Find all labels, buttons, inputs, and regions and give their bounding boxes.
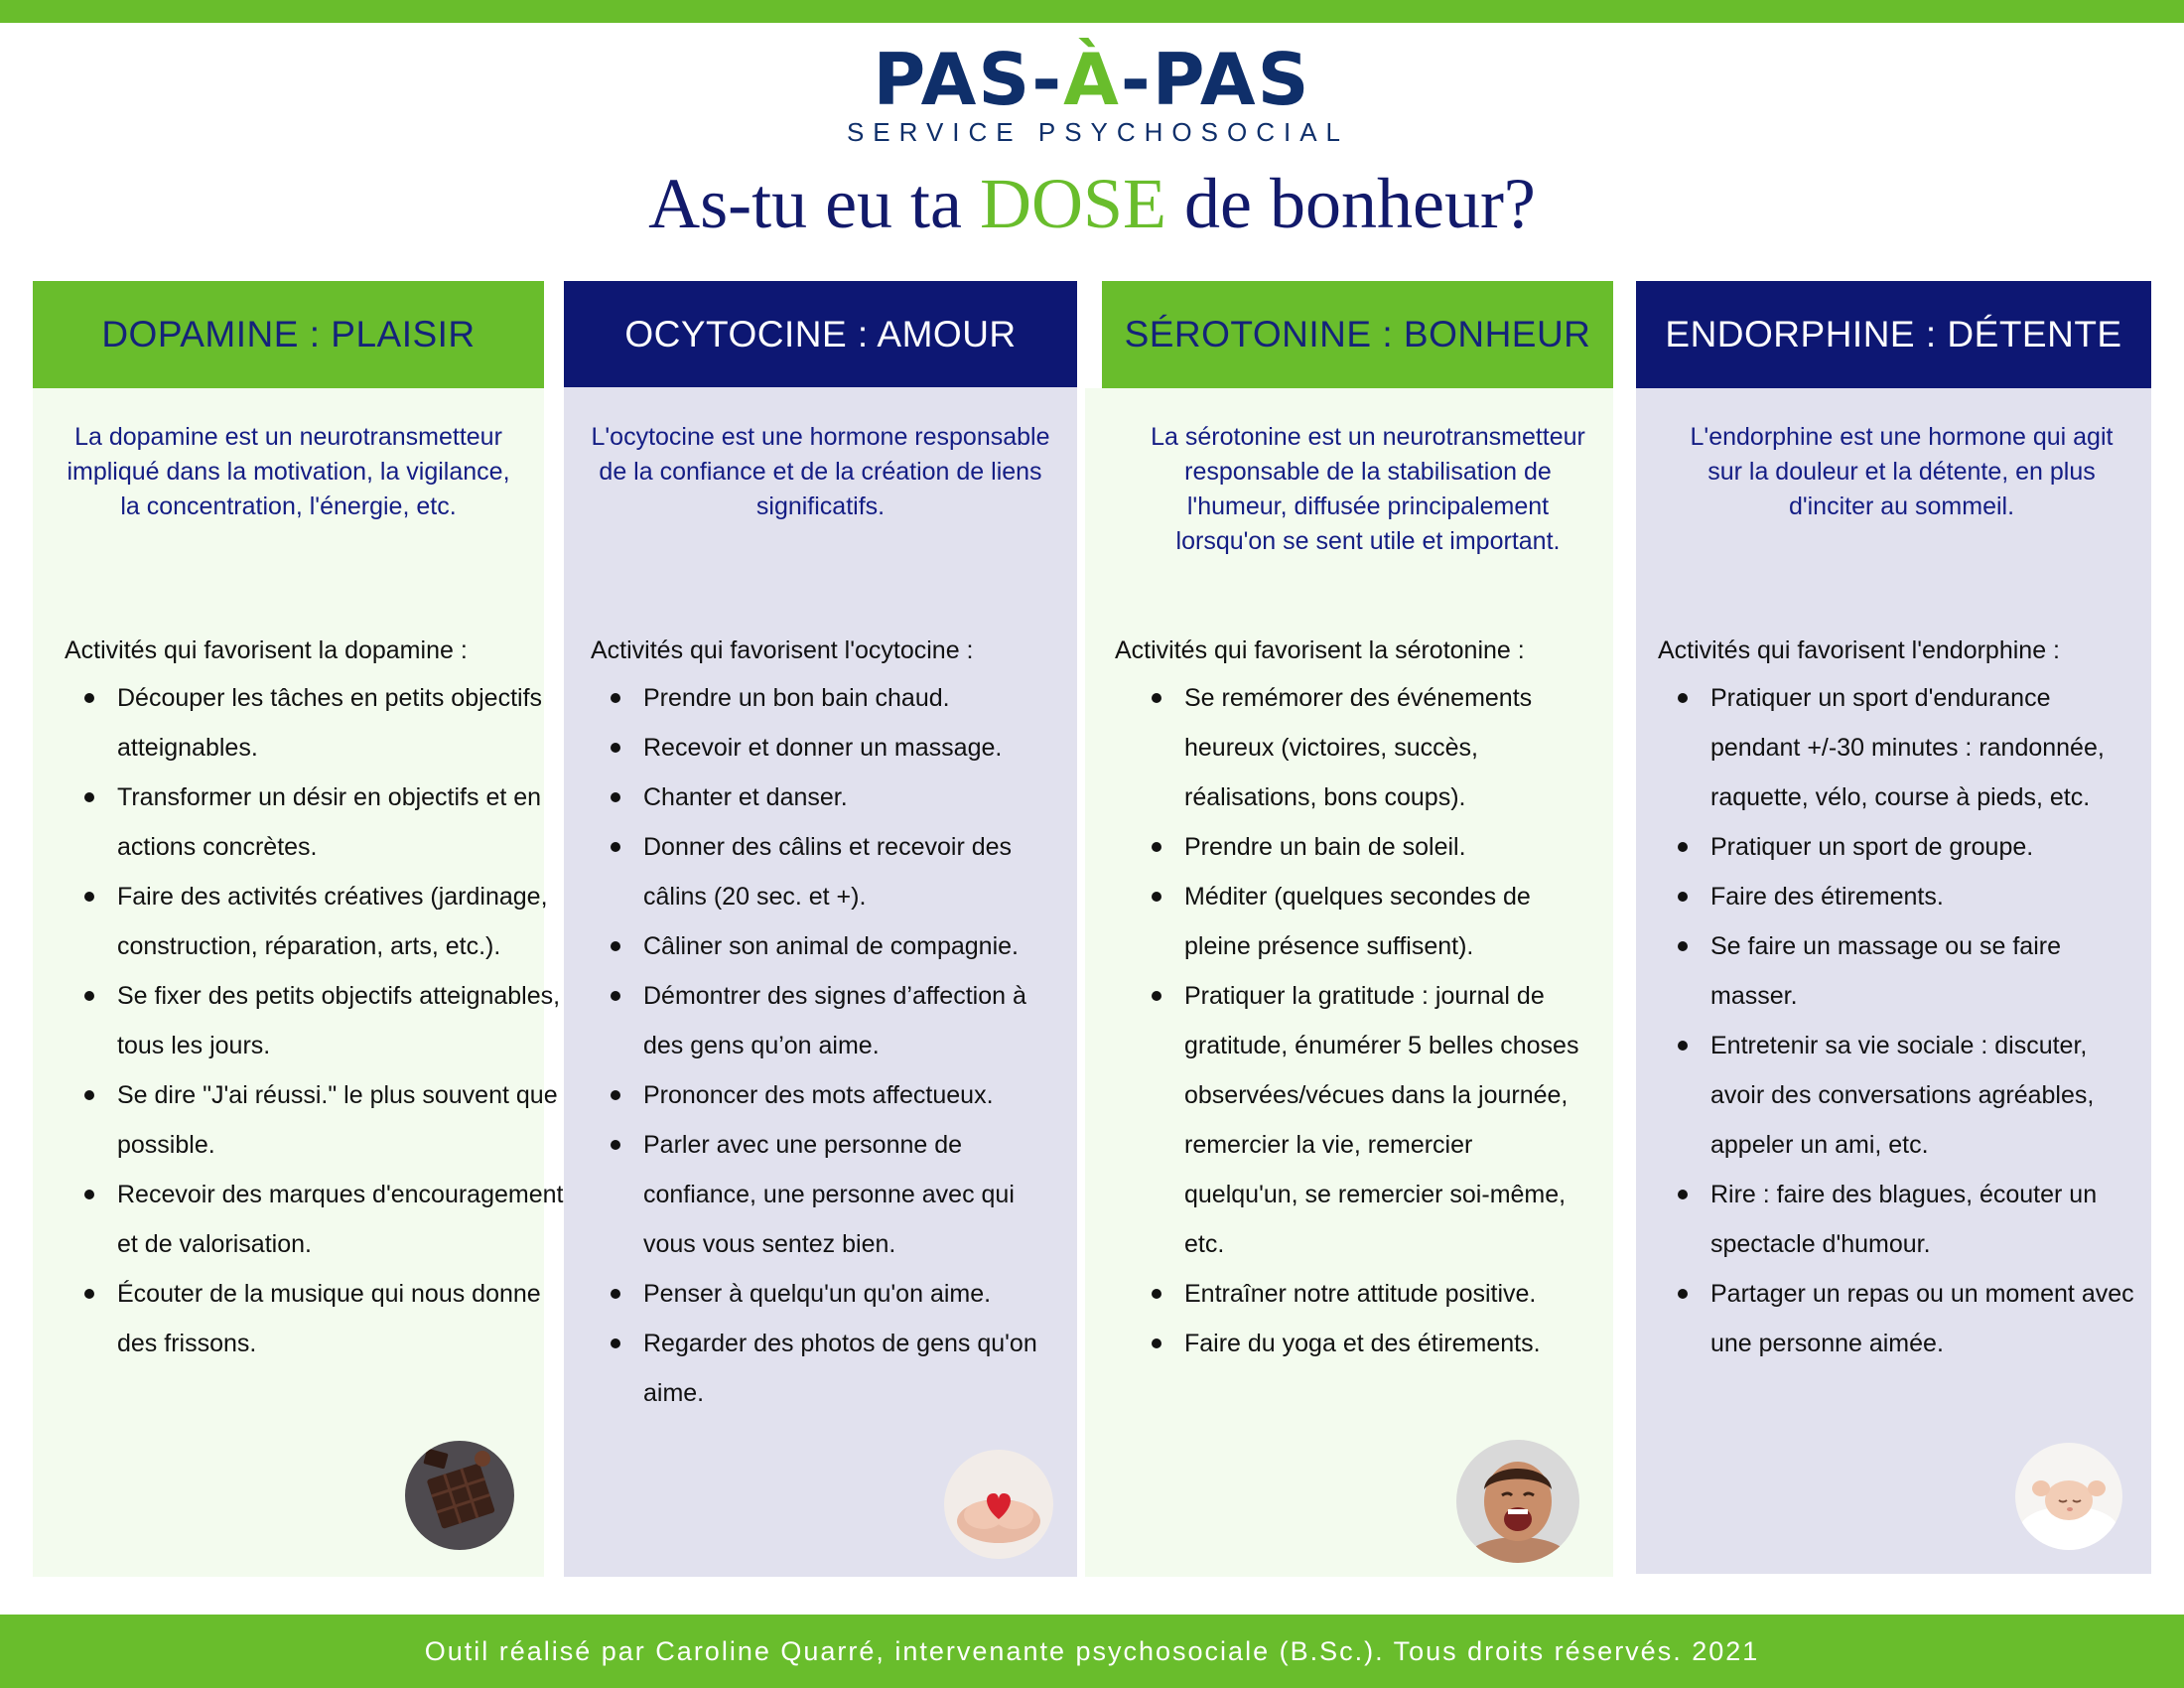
list-item: Regarder des photos de gens qu'on aime. — [591, 1319, 1057, 1418]
list-item: Penser à quelqu'un qu'on aime. — [591, 1269, 1057, 1319]
list-item: Se dire "J'ai réussi." le plus souvent que possible. — [65, 1070, 581, 1170]
list-item: Prendre un bon bain chaud. — [591, 673, 1057, 723]
column-header — [1636, 281, 2151, 388]
list-item: Prononcer des mots affectueux. — [591, 1070, 1057, 1120]
column-title: DOPAMINE : PLAISIR — [101, 314, 476, 354]
logo-part-1: PAS- — [873, 38, 1064, 121]
column-description: L'endorphine est une hormone qui agit sur la douleur et la détente, en plus d'inciter au sommeil. — [1690, 423, 2114, 520]
brand-logo — [0, 40, 2184, 147]
column-serotonine — [1085, 281, 1613, 1577]
list-item: Se fixer des petits objectifs atteignables, tous les jours. — [65, 971, 581, 1070]
list-item: Rire : faire des blagues, écouter un spectacle d'humour. — [1658, 1170, 2134, 1269]
column-description: La dopamine est un neurotransmetteur impliqué dans la motivation, la vigilance, la concentration, l'énergie, etc. — [67, 423, 510, 520]
top-accent-bar — [0, 0, 2184, 23]
activities-list — [65, 673, 581, 1368]
column-dopamine — [33, 281, 564, 1577]
list-item: Chanter et danser. — [591, 773, 1057, 822]
activities-title: Activités qui favorisent l'endorphine : — [1658, 636, 2060, 664]
column-ocytocine — [564, 281, 1077, 1577]
column-header — [33, 281, 544, 388]
list-item: Partager un repas ou un moment avec une personne aimée. — [1658, 1269, 2134, 1368]
activities-title: Activités qui favorisent l'ocytocine : — [591, 636, 974, 664]
list-item: Entraîner notre attitude positive. — [1132, 1269, 1590, 1319]
hands-heart-photo — [944, 1450, 1053, 1559]
footer-credits — [0, 1615, 2184, 1688]
logo-subtitle: SERVICE PSYCHOSOCIAL — [846, 117, 1350, 147]
list-item: Méditer (quelques secondes de pleine présence suffisent). — [1132, 872, 1590, 971]
list-item: Se faire un massage ou se faire masser. — [1658, 921, 2134, 1021]
laughing-child-illustration — [1456, 1440, 1579, 1563]
list-item: Donner des câlins et recevoir des câlins (20 sec. et +). — [591, 822, 1057, 921]
list-item: Écouter de la musique qui nous donne des frissons. — [65, 1269, 581, 1368]
column-header — [1102, 281, 1613, 388]
column-header — [564, 281, 1077, 387]
activities-list — [1132, 673, 1590, 1368]
chocolate-illustration — [405, 1441, 514, 1550]
list-item: Entretenir sa vie sociale : discuter, avoir des conversations agréables, appeler un ami, etc. — [1658, 1021, 2134, 1170]
list-item: Pratiquer un sport de groupe. — [1658, 822, 2134, 872]
laughing-child-photo — [1456, 1440, 1579, 1563]
list-item: Faire des étirements. — [1658, 872, 2134, 921]
activities-list — [1658, 673, 2134, 1368]
sleeping-baby-photo — [2015, 1443, 2122, 1550]
list-item: Recevoir et donner un massage. — [591, 723, 1057, 773]
list-item: Faire du yoga et des étirements. — [1132, 1319, 1590, 1368]
list-item: Prendre un bain de soleil. — [1132, 822, 1590, 872]
list-item: Recevoir des marques d'encouragement et de valorisation. — [65, 1170, 581, 1269]
column-endorphine — [1636, 281, 2151, 1574]
sleeping-baby-illustration — [2015, 1443, 2122, 1550]
title-start: As-tu eu ta — [648, 164, 981, 243]
list-item: Pratiquer un sport d'endurance pendant +/-30 minutes : randonnée, raquette, vélo, course à pieds, etc. — [1658, 673, 2134, 822]
list-item: Faire des activités créatives (jardinage, construction, réparation, arts, etc.). — [65, 872, 581, 971]
column-title: OCYTOCINE : AMOUR — [624, 313, 1017, 354]
activities-title: Activités qui favorisent la sérotonine : — [1115, 636, 1525, 664]
column-title: ENDORPHINE : DÉTENTE — [1665, 314, 2122, 354]
column-description: La sérotonine est un neurotransmetteur responsable de la stabilisation de l'humeur, diffusée principalement lorsqu'on se sent utile et important. — [1151, 423, 1585, 555]
list-item: Parler avec une personne de confiance, une personne avec qui vous vous sentez bien. — [591, 1120, 1057, 1269]
list-item: Découper les tâches en petits objectifs atteignables. — [65, 673, 581, 773]
chocolate-photo — [405, 1441, 514, 1550]
activities-list — [591, 673, 1057, 1418]
footer-text: Outil réalisé par Caroline Quarré, intervenante psychosociale (B.Sc.). Tous droits réservés. 2021 — [424, 1635, 1760, 1666]
logo-accent: À — [1063, 38, 1121, 121]
column-description: L'ocytocine est une hormone responsable de la confiance et de la création de liens significatifs. — [591, 423, 1050, 520]
list-item: Se remémorer des événements heureux (victoires, succès, réalisations, bons coups). — [1132, 673, 1590, 822]
column-title: SÉROTONINE : BONHEUR — [1124, 314, 1591, 354]
logo-wordmark — [0, 40, 2184, 119]
list-item: Démontrer des signes d’affection à des gens qu’on aime. — [591, 971, 1057, 1070]
list-item: Pratiquer la gratitude : journal de gratitude, énumérer 5 belles choses observées/vécues dans la journée, remercier la vie, remercier quelqu'un, se remercier soi-même, etc. — [1132, 971, 1590, 1269]
list-item: Câliner son animal de compagnie. — [591, 921, 1057, 971]
hands-heart-illustration — [944, 1450, 1053, 1559]
title-end: de bonheur? — [1166, 164, 1536, 243]
activities-title: Activités qui favorisent la dopamine : — [65, 636, 468, 664]
page-title — [0, 159, 2184, 248]
list-item: Transformer un désir en objectifs et en actions concrètes. — [65, 773, 581, 872]
logo-part-2: -PAS — [1120, 38, 1311, 121]
title-highlight: DOSE — [980, 164, 1167, 243]
